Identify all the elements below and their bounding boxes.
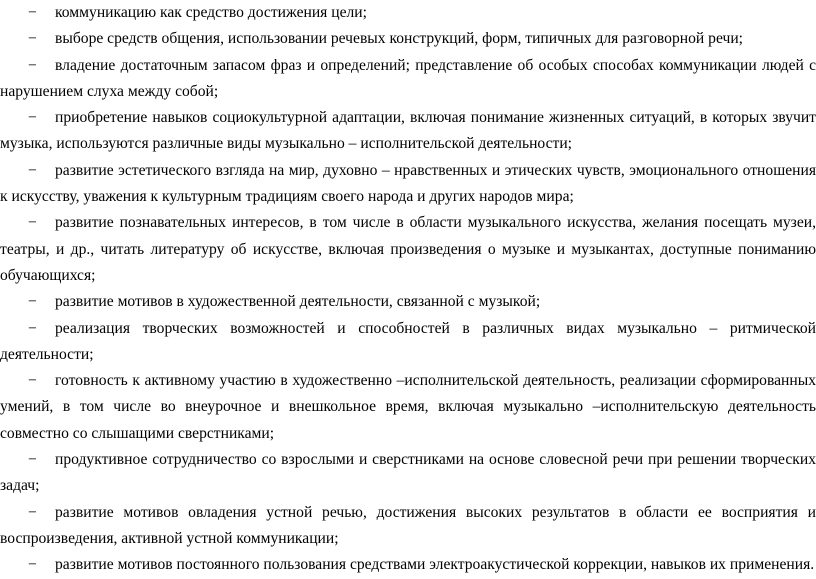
- list-item-text: готовность к активному участию в художественно –исполнительской деятельность, реализации сформированных умений, в том числе во внеурочное и внешкольное время, включая музыкально –исполнительскую деятельность совместно со слышащими сверстниками;: [0, 372, 816, 442]
- list-item: [0, 500, 816, 553]
- list-item: [0, 316, 816, 369]
- bullet-dash: −: [28, 293, 37, 311]
- bullet-dash: −: [28, 503, 37, 521]
- list-item: [0, 368, 816, 447]
- list-item-text: развитие мотивов постоянного пользования средствами электроакустической коррекции, навыков их применения.: [55, 556, 815, 574]
- list-item-text: развитие мотивов овладения устной речью, достижения высоких результатов в области ее восприятия и воспроизведения, активной устной коммуникации;: [0, 503, 816, 547]
- list-item: [0, 158, 816, 211]
- list-item-text: приобретение навыков социокультурной адаптации, включая понимание жизненных ситуаций, в которых звучит музыка, используются различные виды музыкально – исполнительской деятельности;: [0, 109, 816, 153]
- list-item: [0, 210, 816, 289]
- list-item: [0, 105, 816, 158]
- bullet-dash: −: [28, 214, 37, 232]
- bullet-dash: −: [28, 4, 37, 21]
- list-item: [0, 289, 816, 315]
- list-item-text: развитие эстетического взгляда на мир, духовно – нравственных и этических чувств, эмоционального отношения к искусству, уважения к культурным традициям своего народа и других народов мира;: [0, 161, 816, 206]
- list-item-text: выборе средств общения, использовании речевых конструкций, форм, типичных для разговорной речи;: [55, 30, 744, 48]
- bullet-dash: −: [28, 109, 37, 127]
- bullet-dash: −: [28, 161, 37, 179]
- list-item: [0, 53, 816, 106]
- bullet-dash: −: [28, 372, 37, 390]
- list-item-text: реализация творческих возможностей и способностей в различных видах музыкально – ритмической деятельности;: [0, 319, 816, 363]
- bullet-dash: −: [28, 56, 37, 74]
- list-item-text: развитие мотивов в художественной деятельности, связанной с музыкой;: [55, 293, 541, 311]
- list-item-text: продуктивное сотрудничество со взрослыми и сверстниками на основе словесной речи при решении творческих задач;: [0, 451, 816, 495]
- list-item: [0, 447, 816, 500]
- list-item: [0, 0, 816, 26]
- list-item-text: владение достаточным запасом фраз и определений; представление об особых способах коммуникации людей с нарушением слуха между собой;: [0, 56, 816, 100]
- list-item: [0, 552, 816, 578]
- bullet-dash: −: [28, 556, 37, 574]
- list-item-text: развитие познавательных интересов, в том числе в области музыкального искусства, желания посещать музеи, театры, и др., читать литературу об искусстве, включая произведения о музыке и музыкантах, доступные пониманию обучающихся;: [0, 214, 816, 284]
- list-item-text: коммуникацию как средство достижения цели;: [55, 4, 367, 21]
- bullet-dash: −: [28, 319, 37, 337]
- bullet-dash: −: [28, 451, 37, 469]
- bullet-dash: −: [28, 30, 37, 48]
- list-item: [0, 26, 816, 52]
